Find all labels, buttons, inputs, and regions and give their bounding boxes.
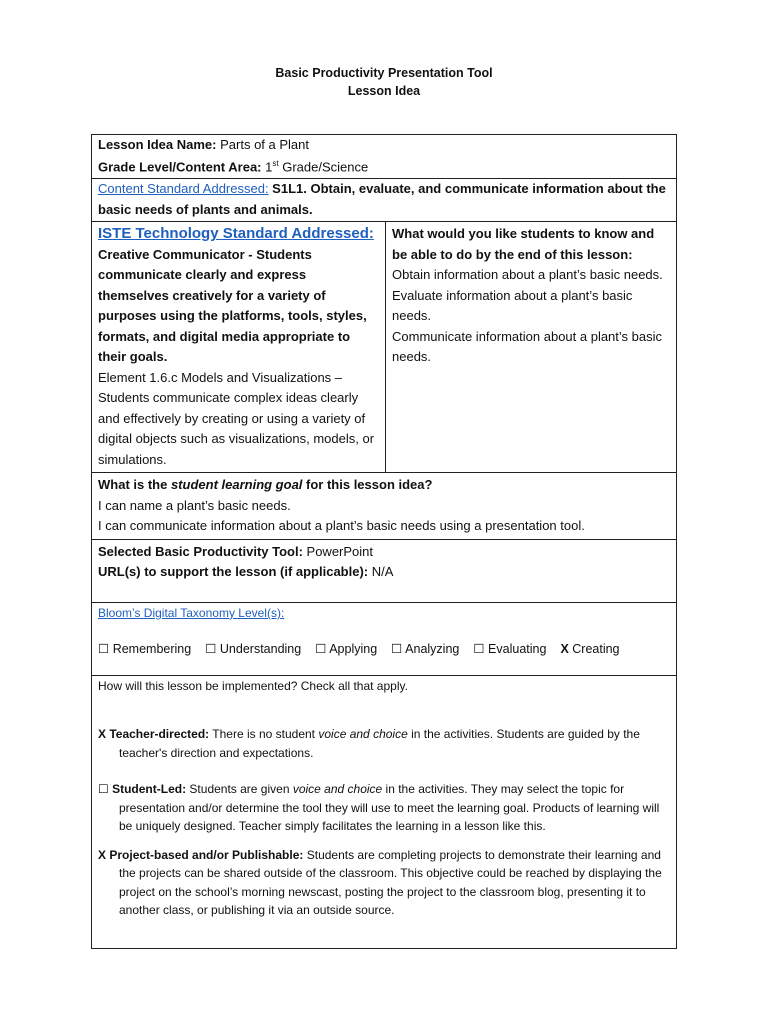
objective-item: Communicate information about a plant’s basic needs. [392,328,663,365]
grade-label: Grade Level/Content Area: [98,158,262,174]
check-mark-x[interactable]: X [560,642,569,657]
iste-cell [92,222,386,472]
lesson-table [91,134,677,949]
url-line [98,562,670,583]
grade-number: 1 [261,158,273,174]
option-text: in the activities. Students are guided by the teacher's direction and expectations. [119,727,640,760]
learning-goal-item: I can name a plant’s basic needs. [98,497,291,513]
objectives-question: What would you like students to know and be able to do by the end of this lesson: [392,226,655,262]
learning-goal-q-italic: student learning goal [170,477,303,493]
bloom-level-label: Analyzing [402,642,460,657]
option-text: Students are given [186,782,293,797]
option-teacher-directed[interactable] [98,725,670,762]
checkbox-icon[interactable]: ☐ [98,642,110,657]
iste-element-text: Element 1.6.c Models and Visualizations – Students communicate complex ideas clearly and effectively by creating or using a variety of digital objects such as visualizations, models, or simulations. [98,369,375,467]
lesson-name-label: Lesson Idea Name: [98,137,217,152]
learning-goal-row [92,473,676,540]
bloom-level-label: Applying [326,642,378,657]
option-text: in the activities. They may select the topic for presentation and/or determine the tool they will use to meet the learning goal. Products of learning will be uniquely designed. Teacher simply facilitates the learning in a lesson like this. [119,782,660,834]
option-text: There is no student [209,727,319,742]
implementation-row [92,676,676,948]
bloom-level-creating[interactable] [560,639,619,660]
bloom-level-understanding[interactable] [205,639,301,660]
grade-line [98,154,670,178]
bloom-level-label: Evaluating [484,642,547,657]
tool-line [98,542,670,563]
bloom-row [92,603,676,676]
option-label: Teacher-directed: [106,727,210,742]
learning-goal-item: I can communicate information about a plant’s basic needs using a presentation tool. [98,518,585,534]
lesson-info-row [92,135,676,179]
document-header [0,64,768,100]
bloom-level-analyzing[interactable] [391,639,459,660]
lesson-name-value: Parts of a Plant [216,137,309,152]
standards-objectives-row [92,222,676,473]
objectives-cell [386,222,676,472]
option-text-italic: voice and choice [318,727,408,742]
checkbox-icon[interactable]: ☐ [391,642,403,657]
bloom-title-link[interactable]: Bloom’s Digital Taxonomy Level(s): [98,605,285,620]
option-label: Project-based and/or Publishable: [106,847,304,862]
bloom-level-remembering[interactable] [98,639,191,660]
check-mark-x[interactable]: X [98,727,107,742]
option-label: Student-Led: [108,782,187,797]
option-project-based[interactable] [98,846,670,920]
tool-row [92,540,676,603]
content-standard-link[interactable]: Content Standard Addressed: [98,181,269,197]
grade-subject: Grade/Science [278,158,369,174]
objective-item: Obtain information about a plant’s basic needs. [392,267,663,283]
option-text-italic: voice and choice [292,782,383,797]
checkbox-icon[interactable]: ☐ [98,782,109,797]
url-value: N/A [368,564,394,580]
lesson-name-line [98,135,670,156]
learning-goal-question [98,475,670,496]
iste-standard-text: Creative Communicator - Students communicate clearly and express themselves creatively for a variety of purposes using the platforms, tools, styles, formats, and digital media appropriate to their goals. [98,246,367,365]
checkbox-icon[interactable]: ☐ [315,642,327,657]
content-standard-row [92,179,676,222]
bloom-level-label: Creating [568,642,620,657]
bloom-level-label: Remembering [109,642,192,657]
tool-label: Selected Basic Productivity Tool: [98,543,303,559]
checkbox-icon[interactable]: ☐ [205,642,217,657]
bloom-level-evaluating[interactable] [473,639,546,660]
bloom-level-applying[interactable] [315,639,377,660]
bloom-level-label: Understanding [216,642,302,657]
option-student-led[interactable] [98,780,670,836]
document-title: Basic Productivity Presentation Tool [275,66,493,80]
document-subtitle: Lesson Idea [347,84,421,98]
tool-value: PowerPoint [302,543,374,559]
learning-goal-q-pre: What is the [98,477,171,493]
grade-ordinal: st [272,158,279,168]
url-label: URL(s) to support the lesson (if applicable): [98,564,369,580]
implementation-question: How will this lesson be implemented? Check all that apply. [98,678,408,693]
objective-item: Evaluate information about a plant’s basic needs. [392,287,633,324]
check-mark-x[interactable]: X [98,847,107,862]
checkbox-icon[interactable]: ☐ [473,642,485,657]
content-standard-text: S1L1. Obtain, evaluate, and communicate information about the basic needs of plants and animals. [98,181,666,217]
learning-goal-q-post: for this lesson idea? [302,477,433,493]
iste-heading-link[interactable]: ISTE Technology Standard Addressed: [98,225,374,243]
bloom-levels [98,639,670,660]
option-text: Students are completing projects to demonstrate their learning and the projects can be shared outside of the classroom. This objective could be reached by displaying the project on the school’s morning newscast, posting the project to the classroom blog, presenting it to another class, or publishing it via an outside source. [119,847,662,918]
